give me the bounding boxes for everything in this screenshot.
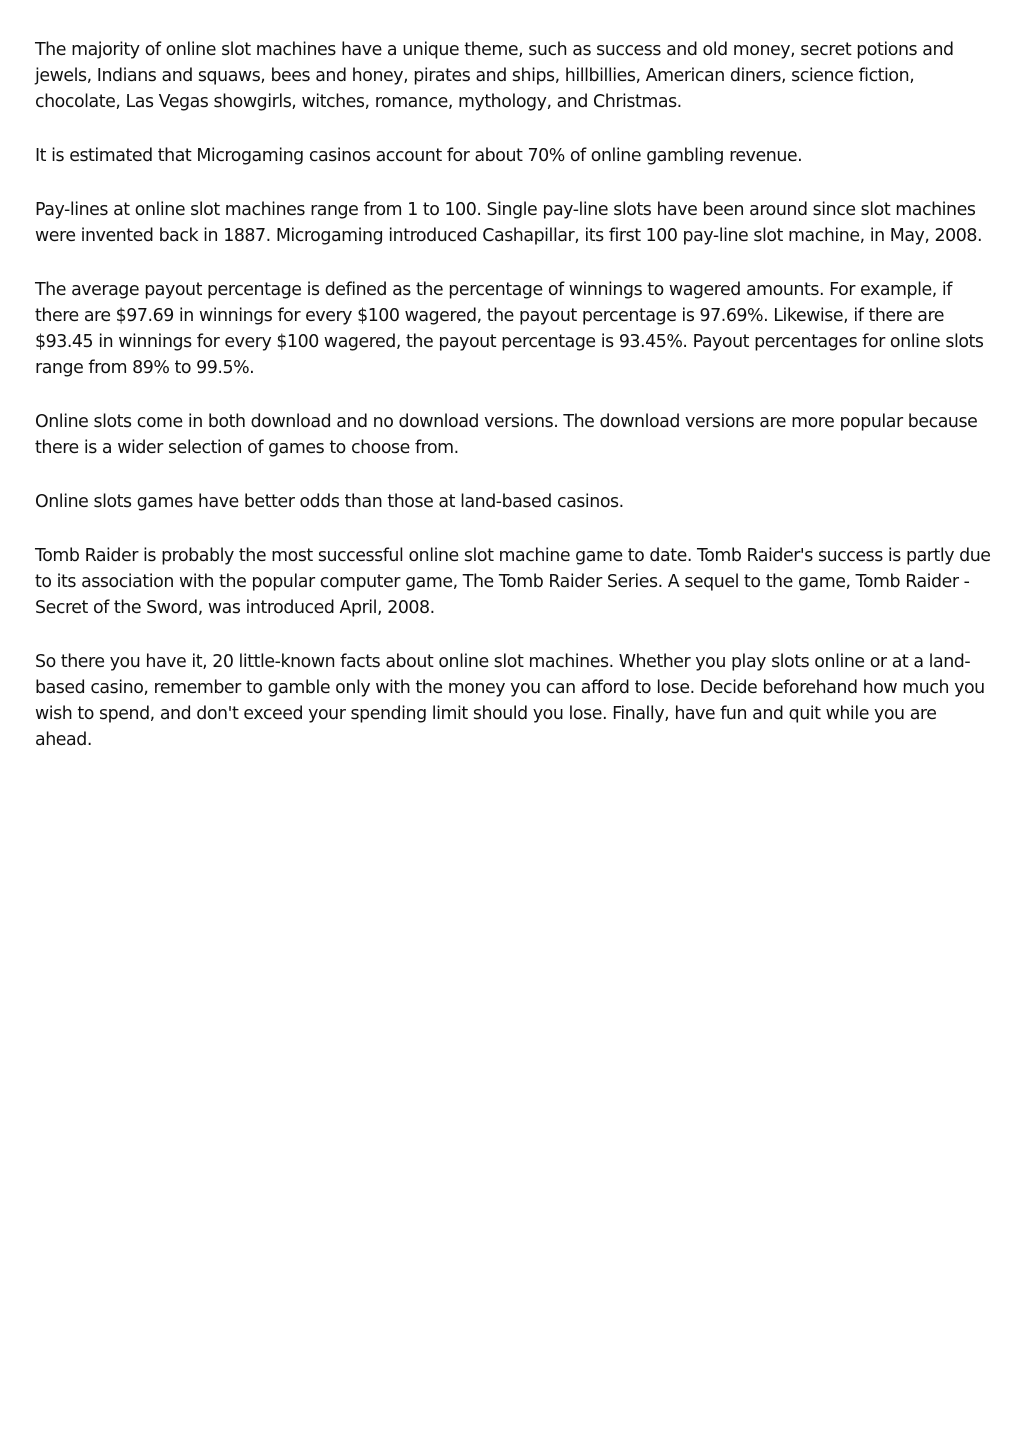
paragraph-better-odds: Online slots games have better odds than those at land-based casinos. (35, 492, 624, 512)
paragraph-pay-lines: Pay-lines at online slot machines range from 1 to 100. Single pay-line slots have been around since slot machines were invented back in 1887. Microgaming introduced Cashapillar, its first 100 pay-line slot machine, in May, 2008. (35, 200, 983, 246)
document-body (35, 37, 997, 781)
paragraph-tomb-raider: Tomb Raider is probably the most successful online slot machine game to date. Tomb Raider's success is partly due to its association with the popular computer game, The Tomb Raider Series. A sequel to the game, Tomb Raider - Secret of the Sword, was introduced April, 2008. (35, 546, 991, 618)
paragraph-themes: The majority of online slot machines have a unique theme, such as success and old money, secret potions and jewels, Indians and squaws, bees and honey, pirates and ships, hillbillies, American diners, science fiction, chocolate, Las Vegas showgirls, witches, romance, mythology, and Christmas. (35, 40, 954, 112)
paragraph-microgaming-revenue: It is estimated that Microgaming casinos account for about 70% of online gambling revenue. (35, 146, 803, 166)
paragraph-conclusion: So there you have it, 20 little-known facts about online slot machines. Whether you play slots online or at a land-based casino, remember to gamble only with the money you can afford to lose. Decide beforehand how much you wish to spend, and don't exceed your spending limit should you lose. Finally, have fun and quit while you are ahead. (35, 652, 985, 750)
paragraph-download-versions: Online slots come in both download and no download versions. The download versions are more popular because there is a wider selection of games to choose from. (35, 412, 978, 458)
paragraph-payout-percentage: The average payout percentage is defined as the percentage of winnings to wagered amounts. For example, if there are $97.69 in winnings for every $100 wagered, the payout percentage is 97.69%. Likewise, if there are $93.45 in winnings for every $100 wagered, the payout percentage is 93.45%. Payout percentages for online slots range from 89% to 99.5%. (35, 280, 984, 378)
